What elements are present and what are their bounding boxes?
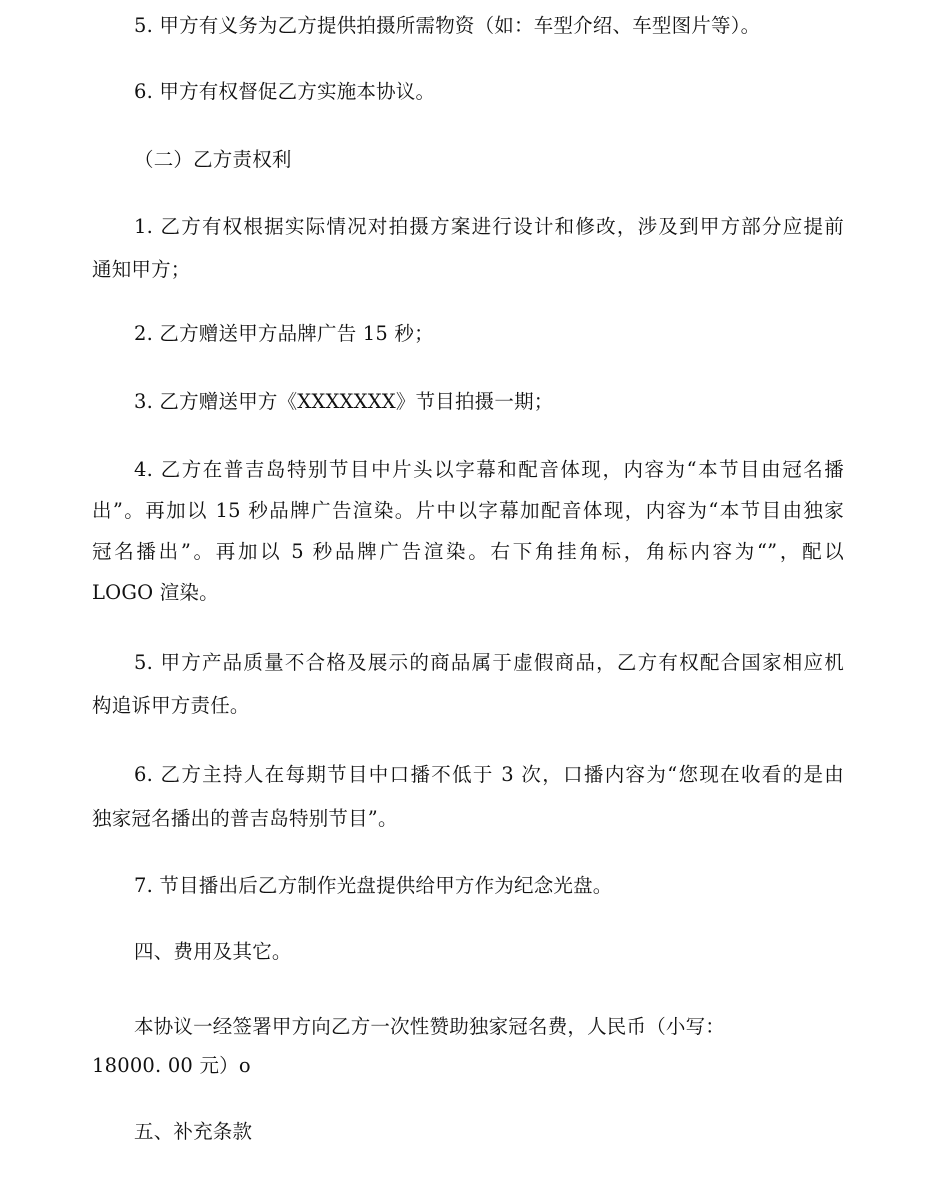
party-a-clause-5: 5. 甲方有义务为乙方提供拍摄所需物资（如：车型介绍、车型图片等）。 xyxy=(134,14,761,37)
party-b-clause-6-line-2: 独家冠名播出的普吉岛特别节目”。 xyxy=(92,807,398,830)
section-heading-party-b: （二）乙方责权利 xyxy=(134,148,292,171)
party-b-clause-4-line-2: 出”。再加以 15 秒品牌广告渲染。片中以字幕加配音体现，内容为“本节目由独家 xyxy=(92,499,844,522)
party-a-clause-6: 6. 甲方有权督促乙方实施本协议。 xyxy=(134,80,436,103)
section-heading-supplementary: 五、补充条款 xyxy=(134,1120,253,1143)
party-b-clause-1-line-1: 1. 乙方有权根据实际情况对拍摄方案进行设计和修改，涉及到甲方部分应提前 xyxy=(134,215,844,238)
party-b-clause-4-line-1: 4. 乙方在普吉岛特别节目中片头以字幕和配音体现，内容为“本节目由冠名播 xyxy=(134,458,844,481)
fees-paragraph-line-1: 本协议一经签署甲方向乙方一次性赞助独家冠名费，人民币（小写： xyxy=(134,1015,726,1038)
fees-paragraph-line-2: 18000. 00 元）o xyxy=(92,1054,251,1077)
party-b-clause-2: 2. 乙方赠送甲方品牌广告 15 秒； xyxy=(134,322,434,345)
party-b-clause-3: 3. 乙方赠送甲方《XXXXXXX》节目拍摄一期； xyxy=(134,390,554,413)
party-b-clause-7: 7. 节目播出后乙方制作光盘提供给甲方作为纪念光盘。 xyxy=(134,874,613,897)
party-b-clause-4-line-3: 冠名播出”。再加以 5 秒品牌广告渲染。右下角挂角标，角标内容为“”，配以 xyxy=(92,540,844,563)
party-b-clause-5-line-2: 构追诉甲方责任。 xyxy=(92,694,250,717)
party-b-clause-5-line-1: 5. 甲方产品质量不合格及展示的商品属于虚假商品，乙方有权配合国家相应机 xyxy=(134,651,844,674)
party-b-clause-4-line-4: LOGO 渲染。 xyxy=(92,581,219,604)
party-b-clause-6-line-1: 6. 乙方主持人在每期节目中口播不低于 3 次，口播内容为“您现在收看的是由 xyxy=(134,763,844,786)
section-heading-fees: 四、费用及其它。 xyxy=(134,940,292,963)
party-b-clause-1-line-2: 通知甲方； xyxy=(92,258,191,281)
